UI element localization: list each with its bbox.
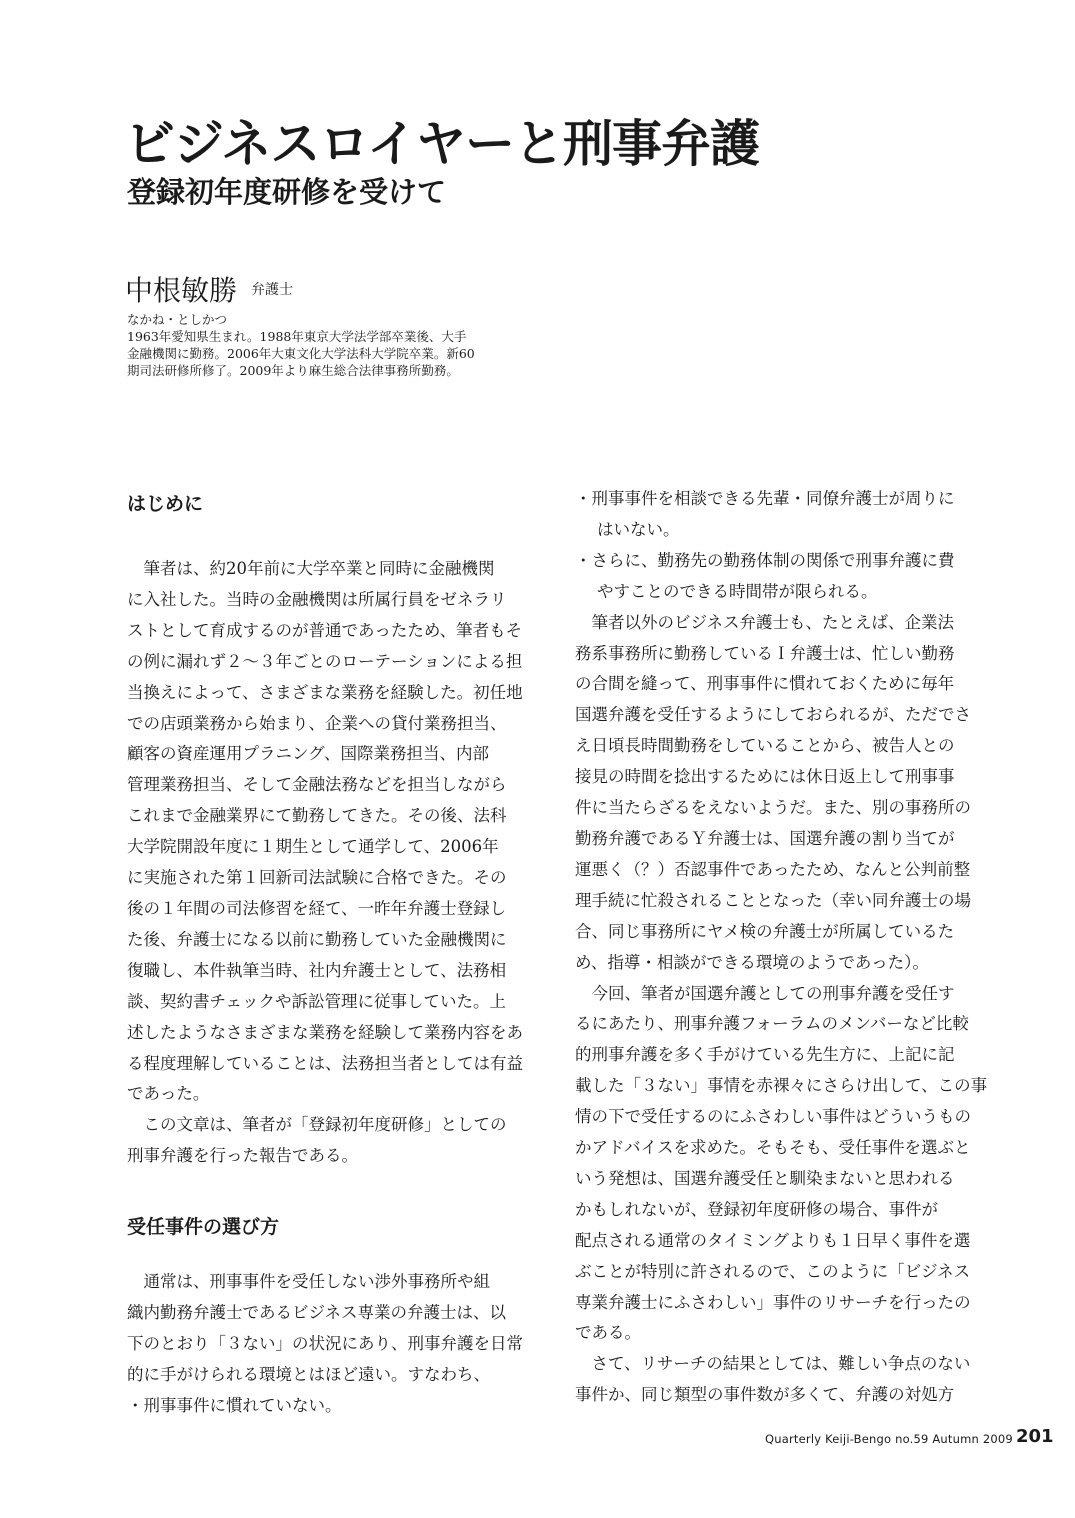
text-line: 管理業務担当、そして金融法務などを担当しながら — [127, 775, 507, 795]
paragraph — [127, 1110, 539, 1172]
text-line: であった。 — [127, 1084, 210, 1104]
text-line: 情の下で受任するのにふさわしい事件はどういうもの — [575, 1107, 971, 1127]
article-subtitle: 登録初年度研修を受けて — [127, 175, 447, 209]
text-line: 顧客の資産運用プラニング、国際業務担当、内部 — [127, 744, 490, 764]
text-line: 的に手がけられる環境とはほど遠い。すなわち、 — [127, 1364, 490, 1384]
section-heading-introduction: はじめに — [127, 493, 204, 515]
bio-line: 金融機関に勤務。2006年大東文化大学法科大学院卒業。新60 — [127, 346, 475, 361]
bullet-item — [575, 484, 987, 546]
text-line: 接見の時間を捻出するためには休日返上して刑事事 — [575, 767, 955, 787]
text-line: 合、同じ事務所にヤメ検の弁護士が所属しているた — [575, 921, 955, 941]
text-line: 的刑事弁護を多く手がけている先生方に、上記に記 — [575, 1045, 955, 1065]
text-line: での店頭業務から始まり、企業への貸付業務担当、 — [127, 713, 507, 733]
bullet-item — [575, 546, 987, 608]
text-line: 理手続に忙殺されることとなった（幸い同弁護士の場 — [575, 890, 971, 910]
text-line: ・さらに、勤務先の勤務体制の関係で刑事弁護に費 — [575, 550, 955, 570]
text-line: 運悪く（？）否認事件であったため、なんと公判前整 — [575, 859, 971, 879]
text-line: 事件か、同じ類型の事件数が多くて、弁護の対処方 — [575, 1385, 955, 1405]
bullet-item: ・刑事事件に慣れていない。 — [127, 1395, 342, 1415]
paragraph — [575, 608, 987, 979]
text-line: 配点される通常のタイミングよりも１日早く事件を選 — [575, 1230, 971, 1250]
text-line: 通常は、刑事事件を受任しない渉外事務所や組 — [127, 1272, 490, 1292]
text-line: 織内勤務弁護士であるビジネス専業の弁護士は、以 — [127, 1303, 507, 1323]
journal-name: Quarterly Keiji-Bengo no.59 Autumn 2009 — [765, 1432, 1013, 1446]
text-line: の例に漏れず２〜３年ごとのローテーションによる担 — [127, 651, 523, 671]
left-column — [127, 484, 539, 1422]
text-line: 当換えによって、さまざまな業務を経験した。初任地 — [127, 682, 523, 702]
bio-line: なかね・としかつ — [127, 312, 228, 327]
text-line: の合間を縫って、刑事事件に慣れておくために毎年 — [575, 674, 955, 694]
text-line: ストとして育成するのが普通であったため、筆者もそ — [127, 620, 523, 640]
text-line: 談、契約書チェックや訴訟管理に従事していた。上 — [127, 991, 507, 1011]
paragraph — [575, 1349, 987, 1411]
text-line: いう発想は、国選弁護受任と馴染まないと思われる — [575, 1168, 955, 1188]
text-line: かもしれないが、登録初年度研修の場合、事件が — [575, 1199, 938, 1219]
text-line: る程度理解していることは、法務担当者としては有益 — [127, 1053, 523, 1073]
author-name: 中根敏勝 — [125, 274, 238, 307]
text-line: た後、弁護士になる以前に勤務していた金融機関に — [127, 929, 507, 949]
text-line: 大学院開設年度に１期生として通学して、2006年 — [127, 837, 499, 857]
text-line: 復職し、本件執筆当時、社内弁護士として、法務相 — [127, 960, 507, 980]
text-line: 務系事務所に勤務しているＩ弁護士は、忙しい勤務 — [575, 643, 955, 663]
text-line: かアドバイスを求めた。そもそも、受任事件を選ぶと — [575, 1138, 971, 1158]
text-line: に入社した。当時の金融機関は所属行員をゼネラリ — [127, 589, 507, 609]
text-line: ぶことが特別に許されるので、このように「ビジネス — [575, 1261, 971, 1281]
article-title: ビジネスロイヤーと刑事弁護 — [125, 115, 759, 173]
text-line: え日頃長時間勤務をしていることから、被告人との — [575, 736, 955, 756]
bio-line: 1963年愛知県生まれ。1988年東京大学法学部卒業後、大手 — [127, 329, 467, 344]
right-column — [575, 484, 987, 1411]
text-line: この文章は、筆者が「登録初年度研修」としての — [127, 1115, 507, 1135]
text-line: 件に当たらざるをえないようだ。また、別の事務所の — [575, 798, 971, 818]
text-line: め、指導・相談ができる環境のようであった）。 — [575, 952, 929, 972]
text-line: に実施された第１回新司法試験に合格できた。その — [127, 868, 507, 888]
section-heading-case-selection: 受任事件の選び方 — [127, 1216, 280, 1239]
text-line: はいない。 — [597, 519, 680, 539]
paragraph — [127, 1267, 539, 1422]
text-line: 専業弁護士にふさわしい」事件のリサーチを行ったの — [575, 1292, 971, 1312]
text-line: これまで金融業界にて勤務してきた。その後、法科 — [127, 806, 507, 826]
text-line: である。 — [575, 1323, 641, 1343]
text-line: やすことのできる時間帯が限られる。 — [597, 581, 878, 601]
text-line: 勤務弁護であるＹ弁護士は、国選弁護の割り当てが — [575, 828, 955, 848]
text-line: 国選弁護を受任するようにしておられるが、ただでさ — [575, 705, 971, 725]
text-line: るにあたり、刑事弁護フォーラムのメンバーなど比較 — [575, 1014, 969, 1034]
text-line: 刑事弁護を行った報告である。 — [127, 1146, 358, 1166]
author-role: 弁護士 — [251, 282, 294, 298]
text-line: 述したようなさまざまな業務を経験して業務内容をあ — [127, 1022, 523, 1042]
author-bio — [127, 311, 537, 379]
text-line: 筆者以外のビジネス弁護士も、たとえば、企業法 — [575, 612, 955, 632]
bio-line: 期司法研修所修了。2009年より麻生総合法律事務所勤務。 — [127, 363, 459, 378]
author-byline — [125, 271, 293, 311]
text-line: 下のとおり「３ない」の状況にあり、刑事弁護を日常 — [127, 1333, 523, 1353]
paragraph — [575, 979, 987, 1350]
text-line: 筆者は、約20年前に大学卒業と同時に金融機関 — [127, 559, 495, 578]
page-number: 201 — [1016, 1426, 1054, 1447]
text-line: 載した「３ない」事情を赤裸々にさらけ出して、この事 — [575, 1076, 988, 1096]
text-line: ・刑事事件を相談できる先輩・同僚弁護士が周りに — [575, 489, 955, 508]
text-line: 今回、筆者が国選弁護としての刑事弁護を受任す — [575, 983, 955, 1003]
text-line: さて、リサーチの結果としては、難しい争点のない — [575, 1354, 971, 1374]
paragraph — [127, 554, 539, 1110]
text-line: 後の１年間の司法修習を経て、一昨年弁護士登録し — [127, 898, 507, 918]
